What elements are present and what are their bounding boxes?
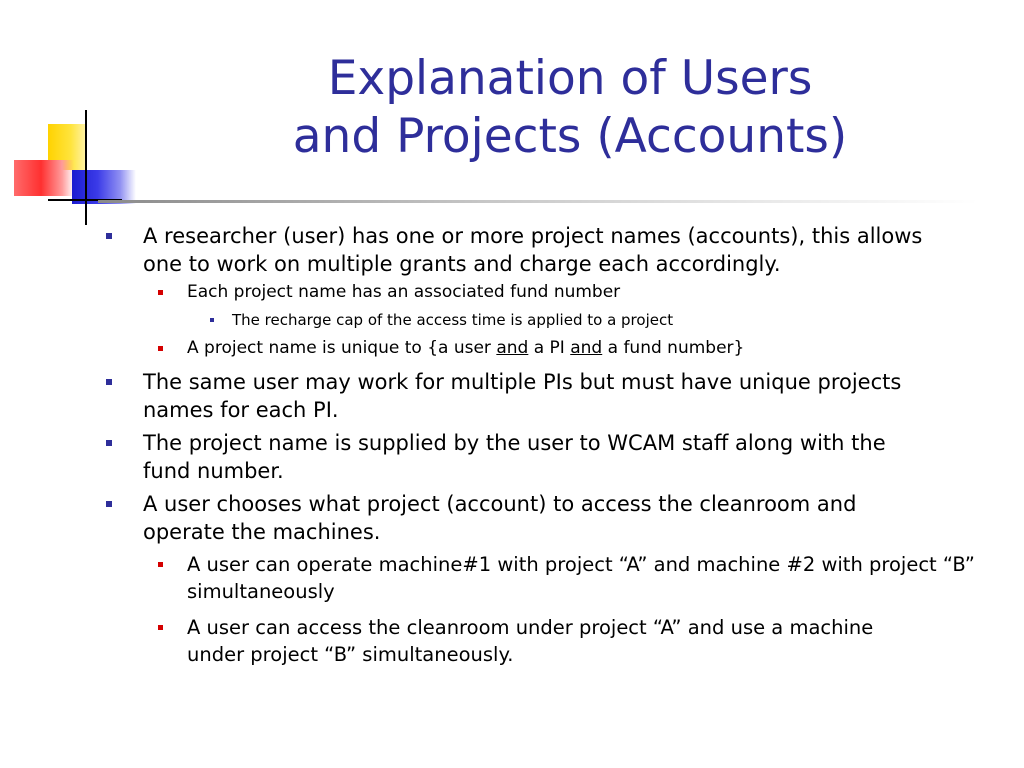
sub-bullet-item	[158, 281, 918, 303]
vertical-line	[85, 110, 87, 225]
bullet-text: The same user may work for multiple PIs but must have unique projects names for each PI.	[143, 370, 902, 422]
red-square	[14, 160, 74, 196]
title-line-2: and Projects (Accounts)	[292, 109, 848, 164]
bullet-text: A user can operate machine#1 with project “A” and machine #2 with project “B” simultaneously	[187, 553, 975, 603]
bullet-marker	[210, 318, 214, 322]
bullet-text: A user chooses what project (account) to access the cleanroom and operate the machines.	[143, 492, 857, 544]
title-line-1: Explanation of Users	[327, 51, 813, 106]
bullet-item	[106, 429, 926, 485]
bullet-marker	[106, 440, 112, 446]
bullet-marker	[158, 562, 163, 567]
text-part: a PI	[528, 338, 571, 358]
underlined-and: and	[570, 338, 603, 358]
title-divider	[98, 200, 978, 203]
bullet-marker	[158, 625, 163, 630]
decorative-logo	[0, 0, 140, 240]
slide-title	[140, 50, 1000, 166]
sub-bullet-item	[158, 551, 978, 605]
bullet-text: A researcher (user) has one or more project names (accounts), this allows one to work on multiple grants and charge each accordingly.	[143, 224, 923, 276]
bullet-item	[106, 490, 926, 546]
bullet-marker	[158, 290, 163, 295]
text-part: a fund number}	[602, 338, 745, 358]
bullet-text	[187, 337, 918, 359]
underlined-and: and	[496, 338, 529, 358]
bullet-marker	[106, 379, 112, 385]
bullet-marker	[106, 501, 112, 507]
sub-bullet-item	[158, 614, 918, 668]
text-part: A project name is unique to {a user	[187, 338, 497, 358]
bullet-text: The recharge cap of the access time is applied to a project	[232, 311, 674, 329]
bullet-marker	[106, 233, 112, 239]
bullet-text: The project name is supplied by the user to WCAM staff along with the fund number.	[143, 431, 886, 483]
sub-bullet-item	[158, 337, 918, 359]
bullet-marker	[158, 346, 163, 351]
bullet-text: A user can access the cleanroom under project “A” and use a machine under project “B” simultaneously.	[187, 616, 874, 666]
bullet-text: Each project name has an associated fund number	[187, 282, 621, 302]
bullet-item	[106, 222, 926, 278]
bullet-item	[106, 368, 926, 424]
sub-sub-bullet-item	[210, 310, 910, 330]
